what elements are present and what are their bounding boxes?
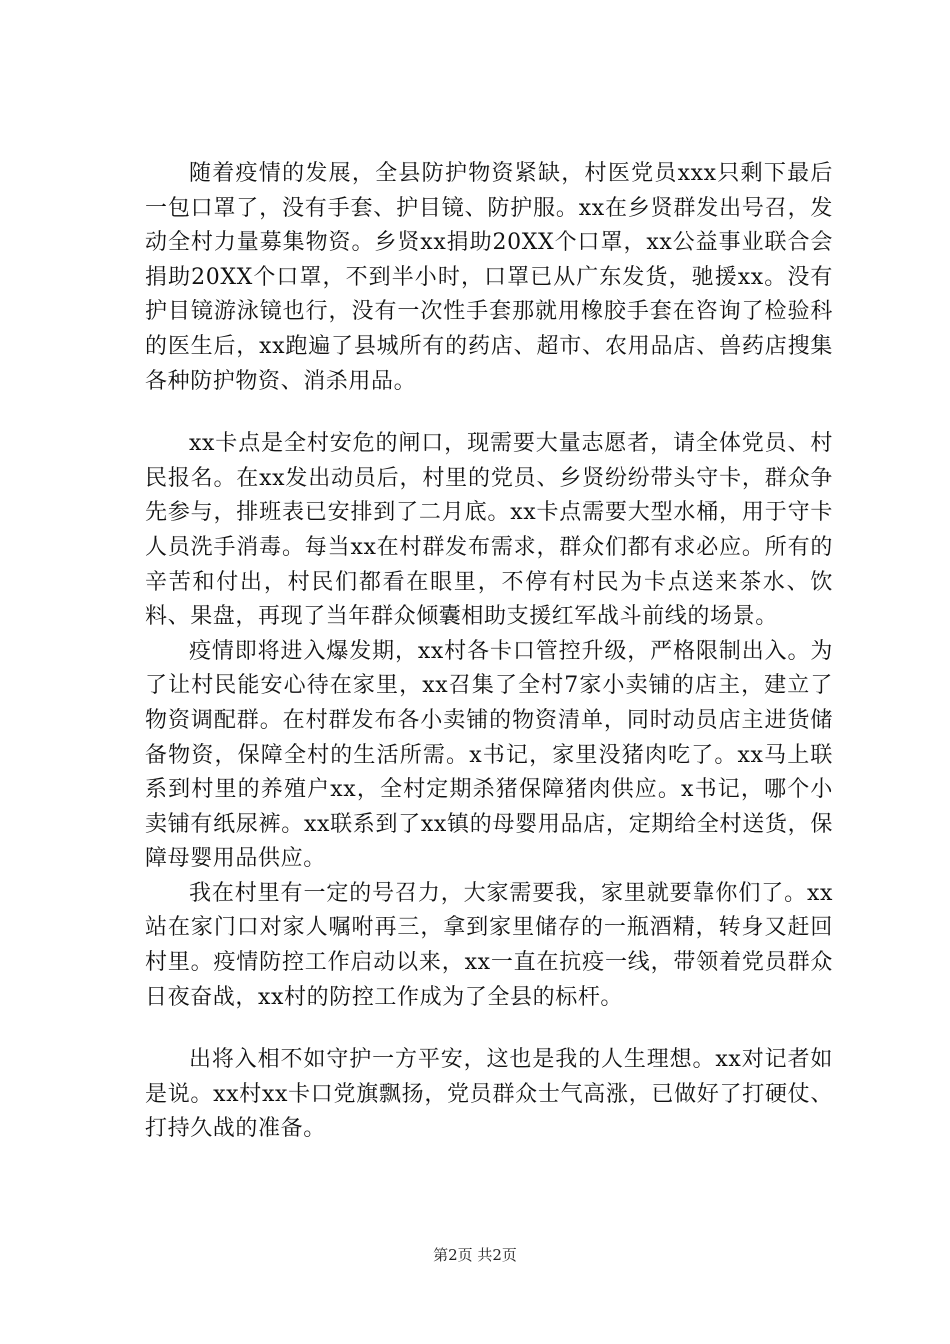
paragraph-closing-ideal: 出将入相不如守护一方平安，这也是我的人生理想。xx对记者如是说。xx村xx卡口党旗飘扬，党员群众士气高涨，已做好了打硬仗、打持久战的准备。 xyxy=(145,1047,833,1142)
paragraph-supply-coordination: 疫情即将进入爆发期，xx村各卡口管控升级，严格限制出入。为了让村民能安心待在家里，xx召集了全村7家小卖铺的店主，建立了物资调配群。在村群发布各小卖铺的物资清单，同时动员店主进货储备物资，保障全村的生活所需。x书记，家里没猪肉吃了。xx马上联系到村里的养殖户xx，全村定期杀猪保障猪肉供应。x书记，哪个小卖铺有纸尿裤。xx联系到了xx镇的母婴用品店，定期给全村送货，保障母婴用品供应。 xyxy=(145,638,833,872)
paragraph-checkpoint-volunteers: xx卡点是全村安危的闸口，现需要大量志愿者，请全体党员、村民报名。在xx发出动员后，村里的党员、乡贤纷纷带头守卡，群众争先参与，排班表已安排到了二月底。xx卡点需要大型水桶，用于守卡人员洗手消毒。每当xx在村群发布需求，群众们都有求必应。所有的辛苦和付出，村民们都看在眼里，不停有村民为卡点送来茶水、饮料、果盘，再现了当年群众倾囊相助支援红军战斗前线的场景。 xyxy=(145,431,833,630)
document-body xyxy=(145,157,833,1147)
paragraph-family-departure: 我在村里有一定的号召力，大家需要我，家里就要靠你们了。xx站在家门口对家人嘱咐再三，拿到家里储存的一瓶酒精，转身又赶回村里。疫情防控工作启动以来，xx一直在抗疫一线，带领着党员群众日夜奋战，xx村的防控工作成为了全县的标杆。 xyxy=(145,880,833,1010)
paragraph-protective-supplies: 随着疫情的发展，全县防护物资紧缺，村医党员xxx只剩下最后一包口罩了，没有手套、护目镜、防护服。xx在乡贤群发出号召，发动全村力量募集物资。乡贤xx捐助20XX个口罩，xx公益事业联合会捐助20XX个口罩，不到半小时，口罩已从广东发货，驰援xx。没有护目镜游泳镜也行，没有一次性手套那就用橡胶手套在咨询了检验科的医生后，xx跑遍了县城所有的药店、超市、农用品店、兽药店搜集各种防护物资、消杀用品。 xyxy=(145,161,833,394)
page-number-footer: 第2页 共2页 xyxy=(433,1246,517,1264)
